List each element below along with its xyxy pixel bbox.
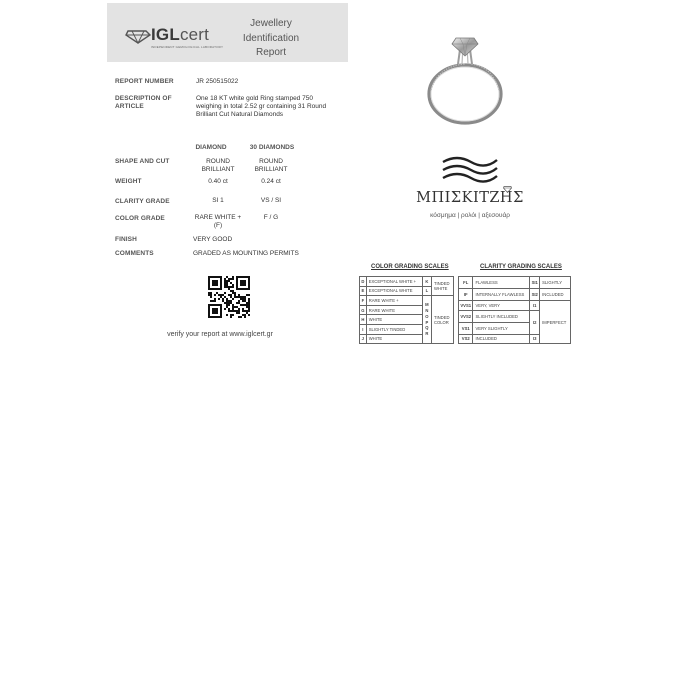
clarity-scale-table (458, 276, 571, 344)
color-value-2: F / G (263, 214, 279, 221)
shape-value-1: ROUND BRILLIANT (201, 158, 235, 174)
weight-label: WEIGHT (115, 178, 142, 185)
col-header-30-diamonds: 30 DIAMONDS (249, 144, 295, 151)
brand-name: ΜΠΙΣΚΙΤΖΗΣ (416, 190, 524, 206)
clarity-value-2: VS / SI (260, 197, 282, 204)
table-row: I SLIGHTLY TINDED (360, 324, 454, 334)
color-grade-label: COLOR GRADE (115, 215, 165, 222)
weight-value-2: 0.24 ct (261, 178, 281, 185)
logo-subtitle: INDEPENDENT GEMOLOGICAL LABORATORY (151, 45, 224, 49)
diamond-logo-icon (125, 30, 151, 44)
table-row: FL FLAWLESS SI1 SLIGHTLY (459, 277, 571, 289)
qr-code[interactable] (208, 276, 250, 318)
table-row: H WHITE (360, 315, 454, 325)
table-row: VVS1 VERY, VERY I1 IMPERFECT (459, 301, 571, 311)
shape-value-2: ROUND BRILLIANT (254, 158, 288, 174)
finish-value: VERY GOOD (193, 236, 233, 243)
report-title: Jewellery Identification Report (242, 18, 300, 58)
table-row: E EXCEPTIONAL WHITE L (360, 286, 454, 296)
color-scale-title: COLOR GRADING SCALES (371, 264, 449, 270)
table-row: J WHITE (360, 334, 454, 344)
clarity-scale-title: CLARITY GRADING SCALES (480, 264, 562, 270)
table-row: G RARE WHITE (360, 305, 454, 315)
finish-label: FINISH (115, 236, 137, 243)
color-value-1: RARE WHITE + (F) (194, 214, 242, 230)
description-label: DESCRIPTION OF ARTICLE (115, 95, 172, 110)
table-row: VS2 INCLUDED I3 (459, 334, 571, 344)
verify-link-text[interactable]: verify your report at www.iglcert.gr (167, 331, 273, 338)
col-header-diamond: DIAMOND (195, 144, 227, 151)
clarity-value-1: SI 1 (212, 197, 224, 204)
brand-tagline: κόσμημα | ρολόι | αξεσουάρ (430, 212, 510, 219)
weight-value-1: 0.40 ct (208, 178, 228, 185)
table-row: F RARE WHITE + M N O P Q R TINDED COLOR (360, 296, 454, 306)
clarity-label: CLARITY GRADE (115, 198, 170, 205)
brand-waves-logo-icon (441, 155, 499, 185)
description-value: One 18 KT white gold Ring stamped 750 weighing in total 2.52 gr containing 31 Round Brilliant Cut Natural Diamonds (196, 95, 327, 119)
logo-wordmark: IGLcert (151, 25, 210, 44)
table-row: VS1 VERY SLIGHTLY (459, 322, 571, 334)
report-number-value: JR 250515022 (196, 78, 239, 85)
table-row: D EXCEPTIONAL WHITE + K TINDED WHITE (360, 277, 454, 287)
color-scale-table (359, 276, 454, 344)
table-row: VVS2 SLIGHTLY INCLUDED I2 (459, 310, 571, 322)
table-row: IF INTERNALLY FLAWLESS SI2 INCLUDED (459, 289, 571, 301)
shape-label: SHAPE AND CUT (115, 158, 170, 165)
small-diamond-icon (503, 186, 512, 193)
comments-label: COMMENTS (115, 250, 154, 257)
comments-value: GRADED AS MOUNTING PERMITS (193, 250, 299, 257)
ring-image (418, 20, 518, 132)
report-number-label: REPORT NUMBER (115, 78, 174, 85)
report-header (107, 3, 348, 62)
